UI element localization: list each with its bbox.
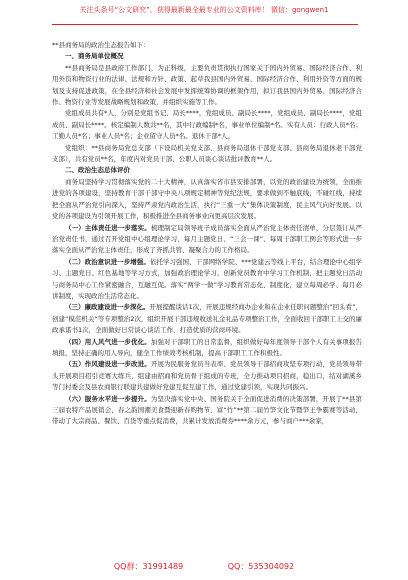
item-4-label: （四）用人风气进一步优化。 (65, 337, 151, 346)
footer-qq-group: QQ群：31991489 (113, 562, 184, 571)
item-1-text: 梳理制定局领导班子成员落实全面从严治党主体责任清单，分层签订从严治党责任书，通过召开党组中心组理论学习、每月主题党日、“三会一课”、每周干部职工例会等形式进一步落实全面从严治党主体责任，形成了齐抓共管、凝聚合力的工作格局。 (52, 223, 363, 255)
item-5 (52, 359, 362, 393)
item-2-text: 依托学习强国、干部网络学院、***党建云等线上平台，结合理论中心组学习、主题党日、红色基地等学习方式，加强政治理论学习，创新党员教育中学习工作机制，把主题党日活动与商务局中心工作紧密融合，互融互促。落实“两学一做”学习教育常态化、制度化，建立每周必学、每月必讲制度，实现政治生活常态化。 (52, 257, 363, 300)
section-1-heading: 一、商务局单位概况 (65, 52, 124, 61)
item-3-text: 开展提醒谈话1次，开展违规经商办企业和在企业任职问题整治“回头看”，创建“模范机关”等专项整治2次，组织开展干部违规收送礼金礼品专项整治工作，全面收回干部职工上交的廉政承诺书1次，全面做好日常谈心谈话工作，打造优质的营商环境。 (52, 303, 363, 335)
item-2-label: （二）政治意识进一步增强。 (65, 257, 150, 266)
item-4 (52, 337, 362, 360)
item-6 (52, 394, 362, 428)
item-5-text: 开展为民服务党员当表率、党员领导干部招商攻坚专项行动，党员领导带头开展项目招引竞赛大练兵，组建由招商和党员骨干组成的专班，全力推动项目招商，稳出口，结对湖溪乡等门村委会及县农商银行联建共建做好党建互促互建工作，通过党建引领，实现共同振兴。 (52, 360, 363, 392)
section-2-heading: 二、政治生态总体评价 (65, 166, 130, 175)
paragraph-2: 党组成员共有*人，分别是党组书记、局长****，党组成员、副局长****，党组成员、副局长****，党组成员、副局长****。核定编制人数共**名，其中行政编制*名，事业单位编制*名。实有人员：行政人员*名；工勤人员*名；事业人员*名；企业留守人员*名。退休干部*人。 (52, 109, 362, 141)
salutation: **县商务局的政治生态报告如下： (52, 41, 150, 49)
item-2 (52, 257, 362, 303)
item-5-label: （五）作风建设进一步改进。 (65, 360, 151, 369)
paragraph-4: 商务局坚持学习贯彻落实党的二十大精神，认真落实省市县安排部署，以党的政治建设为统领，全面推进党的各项建设，坚持教育干部干部守中央八项规定精神等党纪法规，要求做到不触底线，不碰红线，持续把全面从严治党引向深入，坚持严肃党内政治生活，执行“三重一大”集体决策制度，民主风气向好发展。以党的各项建设为引领开展工作，积极推进全县商务事业向更高层次发展。 (52, 177, 362, 221)
item-6-text: 为坚决落实党中央、国务院关于全面促进消费的决策部署，开展了**县第三届农特产品展销会，春之韵国潮美食暨迎新春购物节、富“竹”**第二届竹笋文化节暨笋王争霸赛等活动，带动了大宗商品、餐饮、百货等重点促消费，共累计发放消费券****余万元，参与商户***余家， (52, 394, 363, 426)
header-banner: 关注头条号“公文研究”，获得最新最全最专业的公文资料库！ 微信：gongwen1 (79, 6, 329, 14)
footer-qq: QQ：535304092 (227, 562, 295, 571)
item-3-label: （三）廉政建设进一步深化。 (65, 303, 150, 312)
item-1 (52, 223, 362, 257)
paragraph-3: 党组织：**县商务局党总支部（下设局机关党支部、县商务局退休干部党支部、县商务局退休老干部党支部），共有党员**名，年度内对党员干部、公职人员谈心谈话批评教育**人。 (52, 143, 362, 164)
item-6-label: （六）服务水平进一步提升。 (65, 394, 151, 403)
item-3 (52, 302, 362, 336)
header-divider (52, 24, 358, 25)
paragraph-1: **县商务局是县政府工作部门，为正科级，主要负责贯彻执行国家关于国内外贸易、国际经济合作、利用外资和物资行业的法律、法规和方针、政策、起草我县国内外贸易、国际经济合作、利用外资等方面的规划及支持促进政策，在全县经济和社会发展中发挥统筹协调的框架作用，拟订我县国内外贸易、国际经济合作、物资行业等发展战略规划和政策，并组织实施等工作。 (52, 63, 362, 107)
item-1-label: （一）主体责任进一步落实。 (65, 223, 151, 232)
document-body (52, 40, 362, 428)
item-4-text: 加强对干部职工的日常监督，组织做好每年度领导干部个人有关事项报告填报，坚持正确的用人导向，健全工作绩效考核机制，提高干部职工工作积极性。 (52, 337, 363, 357)
footer-contact (0, 561, 408, 572)
